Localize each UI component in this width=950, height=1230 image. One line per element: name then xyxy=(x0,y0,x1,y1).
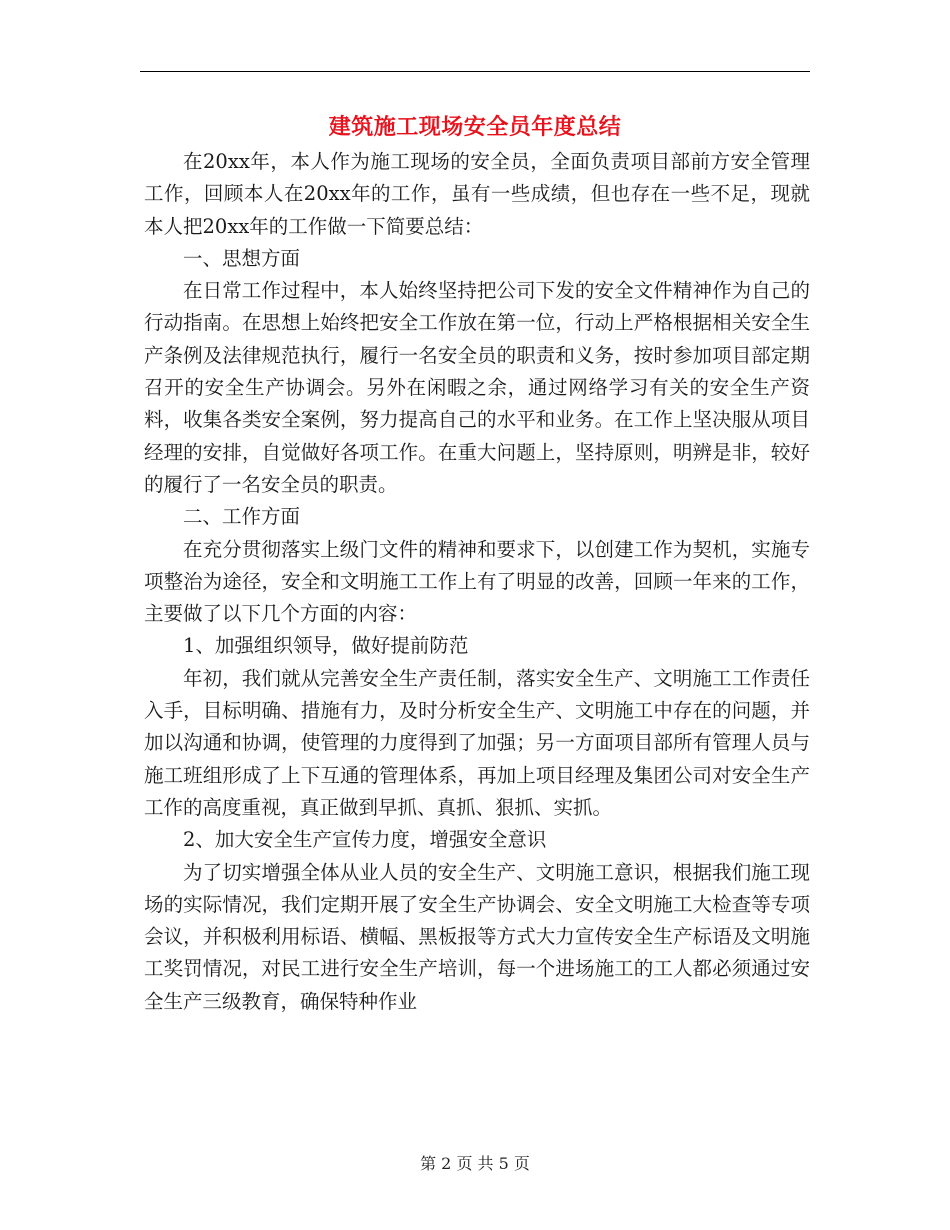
document-title: 建筑施工现场安全员年度总结 xyxy=(328,114,622,140)
paragraph-organization: 年初，我们就从完善安全生产责任制，落实安全生产、文明施工工作责任入手，目标明确、措施有力，及时分析安全生产、文明施工中存在的问题，并加以沟通和协调，使管理的力度得到了加强；另一方面项目部所有管理人员与施工班组形成了上下互通的管理体系，再加上项目经理及集团公司对安全生产工作的高度重视，真正做到早抓、真抓、狠抓、实抓。 xyxy=(144,666,810,819)
subheading-organization: 1、加强组织领导，做好提前防范 xyxy=(183,634,469,658)
paragraph-publicity: 为了切实增强全体从业人员的安全生产、文明施工意识，根据我们施工现场的实际情况，我们定期开展了安全生产协调会、安全文明施工大检查等专项会议，并积极利用标语、横幅、黑板报等方式大力宣传安全生产标语及文明施工奖罚情况，对民工进行安全生产培训，每一个进场施工的工人都必须通过安全生产三级教育，确保特种作业 xyxy=(144,860,810,1013)
paragraph-intro: 在20xx年，本人作为施工现场的安全员，全面负责项目部前方安全管理工作，回顾本人在20xx年的工作，虽有一些成绩，但也存在一些不足，现就本人把20xx年的工作做一下简要总结： xyxy=(144,150,810,238)
section-heading-work: 二、工作方面 xyxy=(183,505,301,529)
document-body xyxy=(144,146,810,1018)
header-rule xyxy=(140,71,810,72)
page-footer: 第 2 页 共 5 页 xyxy=(420,1154,530,1173)
section-heading-thought: 一、思想方面 xyxy=(183,246,301,270)
paragraph-work-intro: 在充分贯彻落实上级门文件的精神和要求下，以创建工作为契机，实施专项整治为途径，安全和文明施工工作上有了明显的改善，回顾一年来的工作，主要做了以下几个方面的内容： xyxy=(144,537,810,626)
paragraph-thought: 在日常工作过程中，本人始终坚持把公司下发的安全文件精神作为自己的行动指南。在思想上始终把安全工作放在第一位，行动上严格根据相关安全生产条例及法律规范执行，履行一名安全员的职责和义务，按时参加项目部定期召开的安全生产协调会。另外在闲暇之余，通过网络学习有关的安全生产资料，收集各类安全案例，努力提高自己的水平和业务。在工作上坚决服从项目经理的安排，自觉做好各项工作。在重大问题上，坚持原则，明辨是非，较好的履行了一名安全员的职责。 xyxy=(144,279,810,496)
subheading-publicity: 2、加大安全生产宣传力度，增强安全意识 xyxy=(183,828,547,852)
